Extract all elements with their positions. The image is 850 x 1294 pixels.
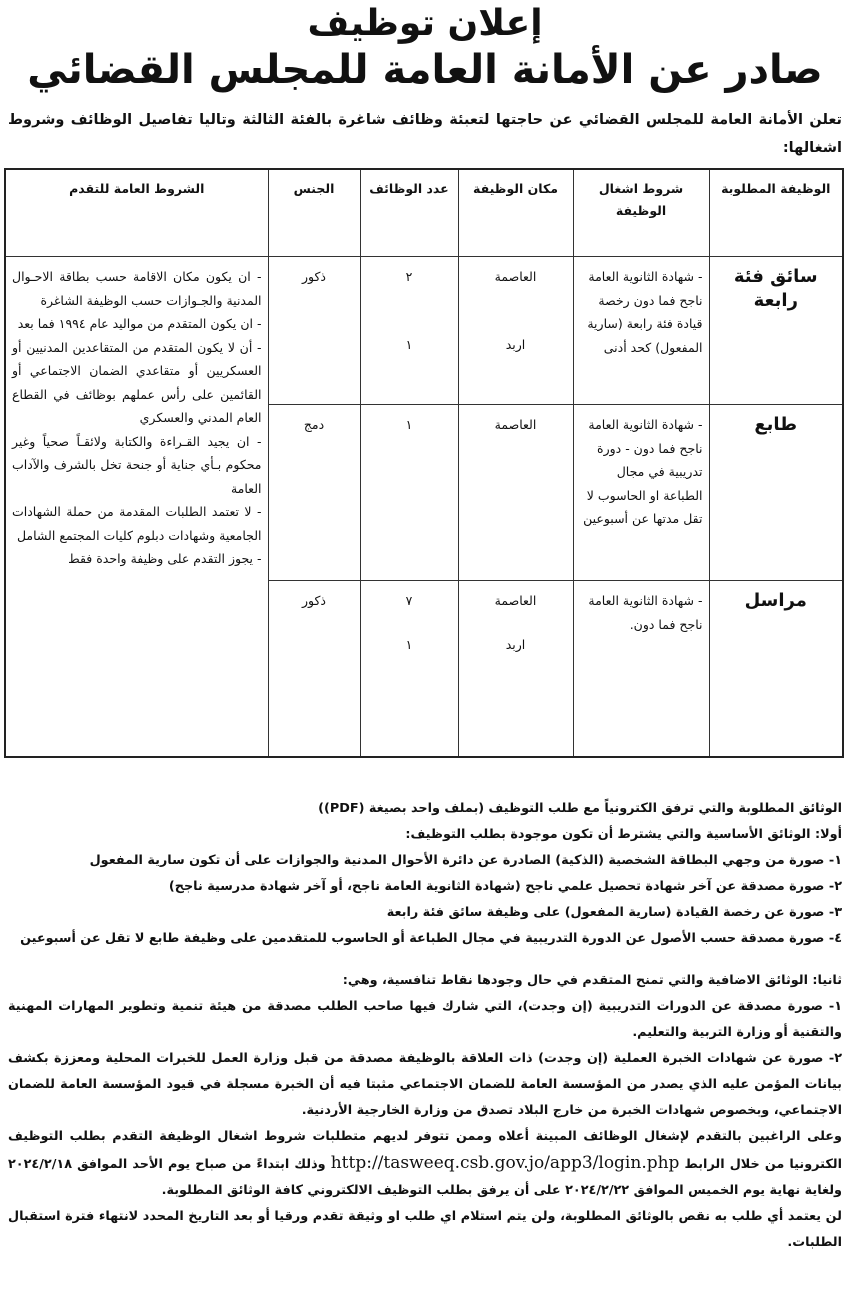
application-text-end: وذلك ابتداءً من صباح يوم الأحد الموافق ٢٠٢٤/٢/١٨ ولغاية نهاية يوم الخميس الموافق ٢٠٢٤/٢/٢٢ على أن يرفق بطلب التوظيف الالكتروني كافة الوثائق المطلوبة. [8, 1156, 842, 1198]
header-gender: الجنس [268, 169, 360, 257]
documents-section [8, 796, 842, 1256]
basic-documents-heading: أولا: الوثائق الأساسية والتي يشترط أن تكون موجودة بطلب التوظيف: [405, 826, 842, 842]
gender-cell: ذكور [268, 581, 360, 757]
header-job: الوظيفة المطلوبة [709, 169, 843, 257]
basic-document-item: ٣- صورة عن رخصة القيادة (سارية المفعول) على وظيفة سائق فئة رابعة [386, 904, 842, 920]
table-row [5, 257, 843, 405]
announcement-title: إعلان توظيف [307, 3, 543, 44]
gender-cell: ذكور [268, 257, 360, 405]
basic-document-item: ٢- صورة مصدقة عن آخر شهادة تحصيل علمي ناجح (شهادة الثانوية العامة ناجح، أو آخر شهادة مدرسية ناجح) [168, 878, 842, 894]
general-condition-item: - ان يكون مكان الاقامة حسب بطاقة الاحـوال المدنية والجـوازات حسب الوظيفة الشاغرة [12, 269, 262, 308]
header-general: الشروط العامة للتقدم [5, 169, 268, 257]
basic-document-item: ١- صورة من وجهي البطاقة الشخصية (الذكية) الصادرة عن دائرة الأحوال المدنية والجوازات على أن تكون سارية المفعول [89, 852, 842, 868]
job-title-cell: سائق فئة رابعة [709, 257, 843, 405]
count-cell [360, 257, 458, 405]
count-primary: ٧ [405, 593, 413, 608]
header-location: مكان الوظيفة [458, 169, 573, 257]
count-cell: ١ [360, 405, 458, 581]
jobs-table [4, 168, 844, 758]
count-secondary: ١ [405, 636, 413, 652]
general-condition-item: - أن لا يكون المتقدم من المتقاعدين المدنيين أو العسكريين أو متقاعدي الضمان الاجتماعي أو القائمين على رأس عملهم بوظائف في القطاع العام المدني والعسكري [12, 339, 262, 425]
closing-note: لن يعتمد أي طلب به نقص بالوثائق المطلوبة، ولن يتم استلام اي طلب او وثيقة تقدم ورقيا أو بعد التاريخ المحدد لانتهاء فترة استقبال الطلبات. [8, 1208, 842, 1250]
count-primary: ٢ [405, 269, 413, 284]
location-primary: العاصمة [494, 269, 537, 284]
basic-document-item: ٤- صورة مصدقة حسب الأصول عن الدورة التدريبية في مجال الطباعة أو الحاسوب للمتقدمين على وظيفة طابع لا تقل عن أسبوعين [20, 930, 842, 946]
header-count: عدد الوظائف [360, 169, 458, 257]
documents-heading: الوثائق المطلوبة والتي ترفق الكترونياً مع طلب التوظيف (بملف واحد بصيغة (PDF)) [318, 800, 842, 816]
additional-documents-heading: ثانيا: الوثائق الاضافية والتي تمنح المتقدم في حال وجودها نقاط تنافسية، وهي: [342, 972, 842, 988]
general-condition-item: - ان يكون المتقدم من مواليد عام ١٩٩٤ فما بعد [17, 316, 262, 331]
job-conditions-cell: - شهادة الثانوية العامة ناجح فما دون رخصة قيادة فئة رابعة (سارية المفعول) كحد أدنى [573, 257, 709, 405]
table-header-row [5, 169, 843, 257]
application-text-start: وعلى الراغبين بالتقدم لإشغال الوظائف المبينة أعلاه وممن تتوفر لديهم متطلبات شروط اشغال الوظيفة التقدم بطلب التوظيف الكترونيا من خلال الرابط [8, 1128, 842, 1172]
application-instructions [8, 1124, 842, 1204]
general-condition-item: - ان يجيد القـراءة والكتابة ولائقـاً صحياً وغير محكوم بـأي جناية أو جنحة تخل بالشرف والآداب العامة [12, 433, 262, 496]
additional-document-item: ١- صورة مصدقة عن الدورات التدريبية (إن وجدت)، التي شارك فيها صاحب الطلب مصدقة من هيئة تنمية وتطوير المهارات المهنية والتقنية أو وزارة التربية والتعليم. [8, 998, 842, 1040]
job-title-cell: طابع [709, 405, 843, 581]
location-cell [458, 581, 573, 757]
general-conditions-cell [5, 257, 268, 757]
location-cell [458, 257, 573, 405]
location-cell: العاصمة [458, 405, 573, 581]
count-cell [360, 581, 458, 757]
location-secondary: اربد [505, 636, 526, 652]
location-secondary: اربد [505, 336, 526, 352]
announcement-subtitle: صادر عن الأمانة العامة للمجلس القضائي [27, 47, 823, 93]
additional-document-item: ٢- صورة عن شهادات الخبرة العملية (إن وجدت) ذات العلاقة بالوظيفة مصدقة من قبل وزارة العمل للخبرات المحلية ومعززة بكشف بيانات المؤمن عليه الذي يصدر من المؤسسة العامة للضمان الاجتماعي مثبتا فيه أن الخبرة مسجلة في قيود المؤسسة العامة للضمان الاجتماعي، وبخصوص شهادات الخبرة من خارج البلاد تصدق من وزارة الخارجية الأردنية. [8, 1050, 842, 1118]
location-primary: العاصمة [494, 593, 537, 608]
general-condition-item: - يجوز التقدم على وظيفة واحدة فقط [68, 551, 262, 566]
general-condition-item: - لا تعتمد الطلبات المقدمة من حملة الشهادات الجامعية وشهادات دبلوم كليات المجتمع الشامل [12, 504, 262, 543]
header-conditions: شروط اشغال الوظيفة [573, 169, 709, 257]
job-title-cell: مراسل [709, 581, 843, 757]
job-conditions-cell: - شهادة الثانوية العامة ناجح فما دون - دورة تدريبية في مجال الطباعة او الحاسوب لا تقل مدتها عن أسبوعين [573, 405, 709, 581]
count-secondary: ١ [405, 336, 413, 352]
application-link[interactable]: http://tasweeq.csb.gov.jo/app3/login.php [330, 1152, 680, 1173]
job-conditions-cell: - شهادة الثانوية العامة ناجح فما دون. [573, 581, 709, 757]
gender-cell: دمج [268, 405, 360, 581]
intro-paragraph: تعلن الأمانة العامة للمجلس القضائي عن حاجتها لتعبئة وظائف شاغرة بالفئة الثالثة وتاليا تفاصيل الوظائف وشروط اشغالها: [8, 112, 842, 156]
